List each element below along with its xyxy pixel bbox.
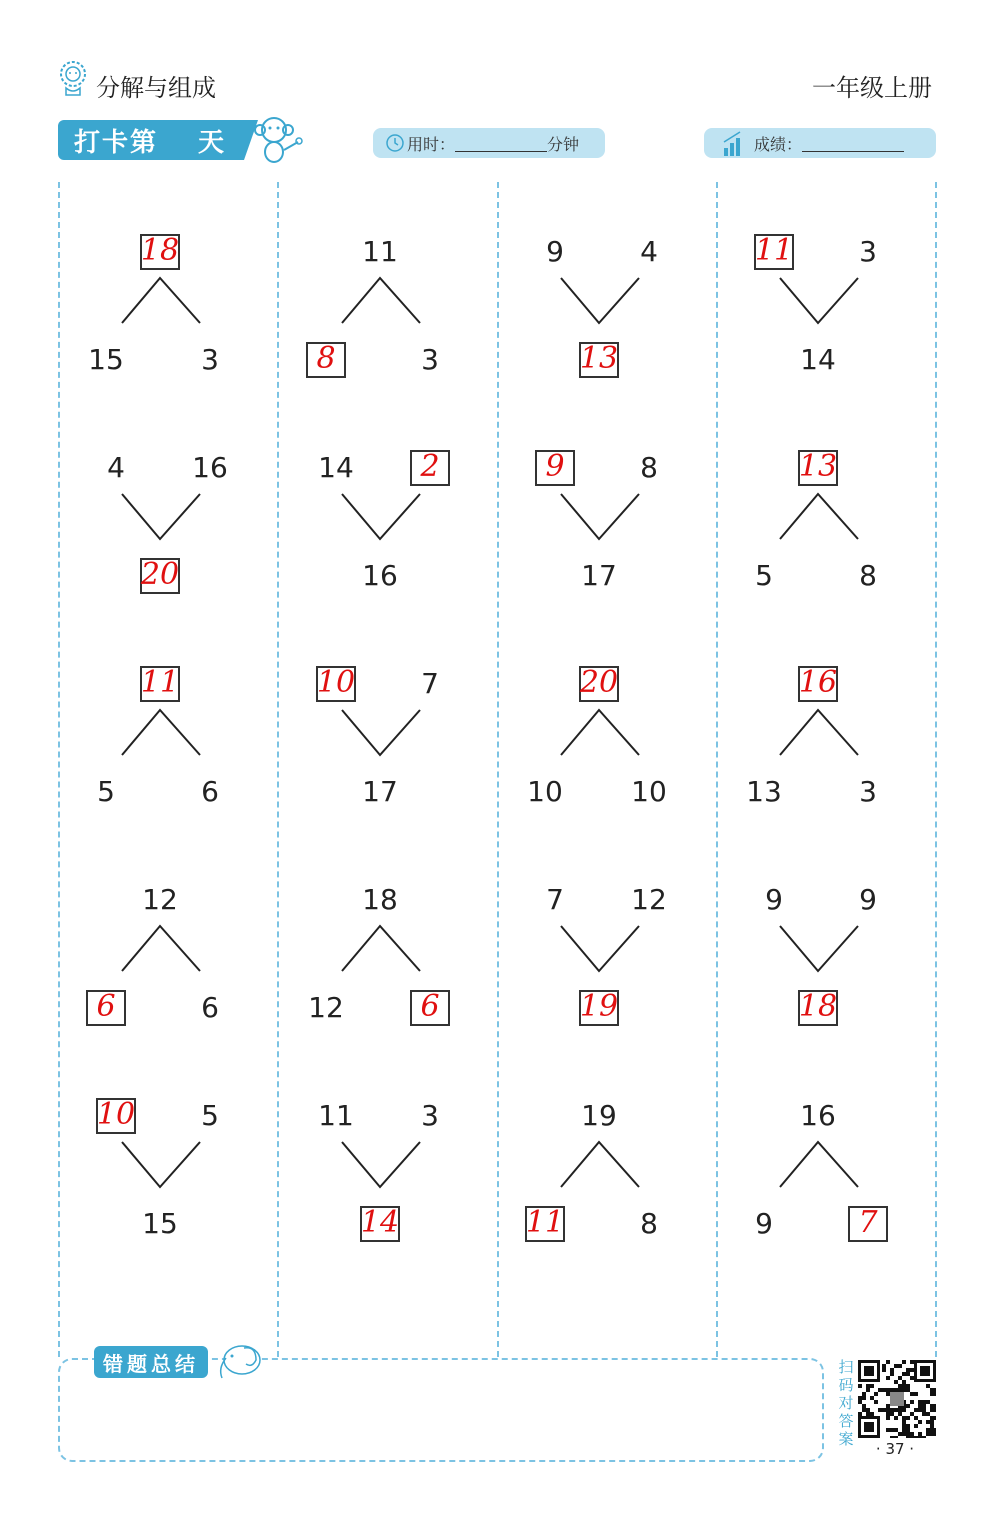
given-number: 8 [640, 1207, 658, 1240]
number-bond-split [716, 1092, 936, 1308]
given-number: 17 [581, 559, 617, 592]
handwritten-answer: 10 [96, 1097, 136, 1132]
given-number: 9 [765, 883, 783, 916]
monkey-icon [248, 112, 304, 168]
grade-label: 一年级上册 [812, 74, 932, 102]
given-number: 6 [201, 991, 219, 1024]
time-field [373, 128, 605, 158]
given-number: 4 [640, 235, 658, 268]
given-number: 5 [97, 775, 115, 808]
handwritten-answer: 2 [420, 449, 440, 484]
handwritten-answer: 6 [96, 989, 116, 1024]
handwritten-answer: 11 [525, 1205, 565, 1240]
score-input[interactable] [802, 135, 904, 152]
given-number: 13 [746, 775, 782, 808]
given-number: 3 [201, 343, 219, 376]
page-title: 分解与组成 [96, 74, 216, 102]
given-number: 12 [631, 883, 667, 916]
handwritten-answer: 18 [798, 989, 838, 1024]
given-number: 3 [859, 235, 877, 268]
given-number: 9 [859, 883, 877, 916]
given-number: 14 [800, 343, 836, 376]
number-bond-merge [716, 876, 936, 1092]
given-number: 7 [546, 883, 564, 916]
checkin-prefix: 打卡第 [74, 127, 159, 158]
handwritten-answer: 13 [579, 341, 619, 376]
score-label: 成绩： [754, 134, 803, 154]
number-bond-merge [497, 228, 717, 444]
handwritten-answer: 8 [316, 341, 336, 376]
handwritten-answer: 11 [754, 233, 794, 268]
given-number: 14 [318, 451, 354, 484]
given-number: 3 [421, 1099, 439, 1132]
checkin-suffix: 天 [198, 127, 227, 158]
number-bond-merge [716, 228, 936, 444]
number-bond-split [497, 1092, 717, 1308]
given-number: 5 [755, 559, 773, 592]
given-number: 18 [362, 883, 398, 916]
lion-icon [58, 60, 88, 96]
given-number: 10 [527, 775, 563, 808]
alarm-clock-icon [373, 128, 407, 158]
number-bond-merge [497, 444, 717, 660]
number-bond-merge [58, 1092, 278, 1308]
handwritten-answer: 18 [140, 233, 180, 268]
handwritten-answer: 20 [579, 665, 619, 700]
given-number: 16 [800, 1099, 836, 1132]
number-bond-split [58, 228, 278, 444]
handwritten-answer: 9 [545, 449, 565, 484]
number-bond-split [58, 660, 278, 876]
scan-answer-text: 扫码对答案 [838, 1358, 854, 1448]
handwritten-answer: 14 [360, 1205, 400, 1240]
number-bond-merge [278, 1092, 498, 1308]
given-number: 3 [859, 775, 877, 808]
handwritten-answer: 20 [140, 557, 180, 592]
bond-lines [278, 660, 498, 876]
given-number: 9 [546, 235, 564, 268]
elephant-icon [212, 1338, 268, 1382]
bond-lines [58, 1092, 278, 1308]
given-number: 12 [308, 991, 344, 1024]
given-number: 11 [362, 235, 398, 268]
given-number: 16 [362, 559, 398, 592]
chart-bars-icon [704, 128, 754, 158]
page-number: · 37 · [875, 1440, 915, 1458]
handwritten-answer: 19 [579, 989, 619, 1024]
given-number: 10 [631, 775, 667, 808]
qr-code[interactable] [858, 1360, 936, 1438]
mistake-summary-label: 错题总结 [94, 1346, 208, 1378]
handwritten-answer: 13 [798, 449, 838, 484]
handwritten-answer: 6 [420, 989, 440, 1024]
bond-lines [497, 444, 717, 660]
given-number: 8 [640, 451, 658, 484]
bond-lines [716, 228, 936, 444]
time-input[interactable] [455, 135, 547, 152]
number-bond-split [716, 660, 936, 876]
time-label: 用时： [407, 134, 456, 154]
given-number: 15 [88, 343, 124, 376]
score-field [704, 128, 936, 158]
handwritten-answer: 10 [316, 665, 356, 700]
number-bond-split [278, 228, 498, 444]
given-number: 3 [421, 343, 439, 376]
handwritten-answer: 11 [140, 665, 180, 700]
number-bond-merge [278, 444, 498, 660]
given-number: 15 [142, 1207, 178, 1240]
checkin-banner [58, 120, 244, 160]
handwritten-answer: 16 [798, 665, 838, 700]
given-number: 8 [859, 559, 877, 592]
given-number: 11 [318, 1099, 354, 1132]
number-bond-split [497, 660, 717, 876]
given-number: 19 [581, 1099, 617, 1132]
given-number: 9 [755, 1207, 773, 1240]
given-number: 4 [107, 451, 125, 484]
given-number: 7 [421, 667, 439, 700]
given-number: 17 [362, 775, 398, 808]
number-bond-split [716, 444, 936, 660]
given-number: 6 [201, 775, 219, 808]
given-number: 12 [142, 883, 178, 916]
number-bond-merge [497, 876, 717, 1092]
given-number: 5 [201, 1099, 219, 1132]
number-bond-split [58, 876, 278, 1092]
number-bond-merge [58, 444, 278, 660]
number-bond-merge [278, 660, 498, 876]
handwritten-answer: 7 [858, 1205, 878, 1240]
number-bond-split [278, 876, 498, 1092]
given-number: 16 [192, 451, 228, 484]
time-unit: 分钟 [547, 134, 580, 154]
